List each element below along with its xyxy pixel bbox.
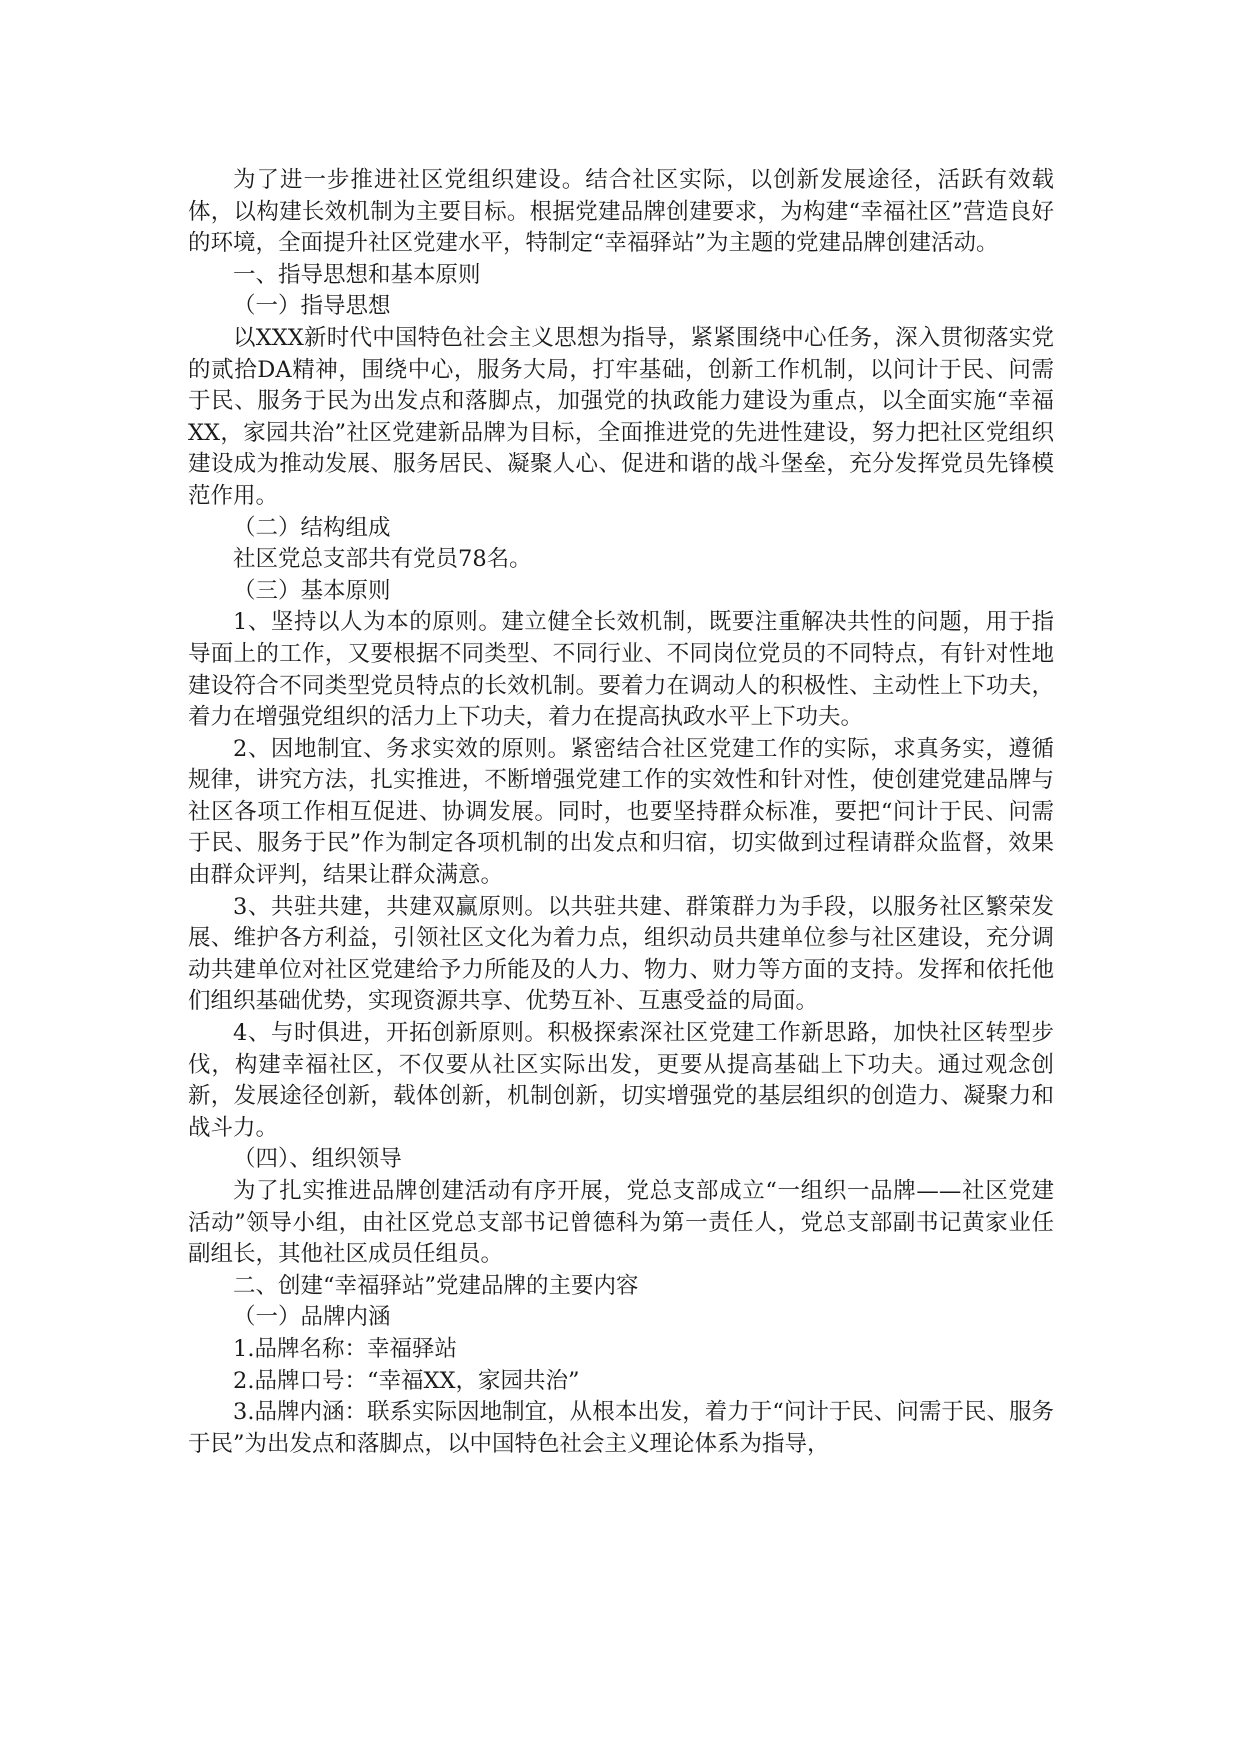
section-heading-2: 二、创建“幸福驿站”党建品牌的主要内容: [233, 1272, 639, 1299]
brand-slogan-line: 2.品牌口号：“幸福XX，家园共治”: [233, 1367, 580, 1394]
section-heading-1: 一、指导思想和基本原则: [233, 261, 481, 288]
principle-3-paragraph: 3、共驻共建，共建双赢原则。以共驻共建、群策群力为手段，以服务社区繁荣发展、维护各方利益，引领社区文化为着力点，组织动员共建单位参与社区建设，充分调动共建单位对社区党建给予力所能及的人力、物力、财力等方面的支持。发挥和依托他们组织基础优势，实现资源共享、优势互补、互惠受益的局面。: [188, 893, 1054, 1015]
brand-connotation-paragraph: 3.品牌内涵：联系实际因地制宜，从根本出发，着力于“问计于民、问需于民、服务于民”为出发点和落脚点，以中国特色社会主义理论体系为指导，: [188, 1399, 1054, 1457]
subheading-basic-principles: （三）基本原则: [233, 577, 391, 604]
structure-paragraph: 社区党总支部共有党员78名。: [233, 546, 532, 573]
principle-4-paragraph: 4、与时俱进，开拓创新原则。积极探索深社区党建工作新思路，加快社区转型步伐，构建幸福社区，不仅要从社区实际出发，更要从提高基础上下功夫。通过观念创新，发展途径创新，载体创新，机制创新，切实增强党的基层组织的创造力、凝聚力和战斗力。: [188, 1020, 1054, 1141]
subheading-brand-connotation: （一）品牌内涵: [233, 1304, 391, 1331]
brand-name-line: 1.品牌名称：幸福驿站: [233, 1335, 457, 1362]
intro-paragraph: 为了进一步推进社区党组织建设。结合社区实际，以创新发展途径，活跃有效载体，以构建长效机制为主要目标。根据党建品牌创建要求，为构建“幸福社区”营造良好的环境，全面提升社区党建水平，特制定“幸福驿站”为主题的党建品牌创建活动。: [188, 167, 1054, 257]
guiding-thought-paragraph: 以XXX新时代中国特色社会主义思想为指导，紧紧围绕中心任务，深入贯彻落实党的贰拾DA精神，围绕中心，服务大局，打牢基础，创新工作机制，以问计于民、问需于民、服务于民为出发点和落脚点，加强党的执政能力建设为重点，以全面实施“幸福XX，家园共治”社区党建新品牌为目标，全面推进党的先进性建设，努力把社区党组织建设成为推动发展、服务居民、凝聚人心、促进和谐的战斗堡垒，充分发挥党员先锋模范作用。: [188, 324, 1054, 509]
subheading-guiding-thought: （一）指导思想: [233, 293, 391, 320]
document-page: [188, 165, 1054, 1460]
principle-2-paragraph: 2、因地制宜、务求实效的原则。紧密结合社区党建工作的实际，求真务实，遵循规律，讲究方法，扎实推进，不断增强党建工作的实效性和针对性，使创建党建品牌与社区各项工作相互促进、协调发展。同时，也要坚持群众标准，要把“问计于民、问需于民、服务于民”作为制定各项机制的出发点和归宿，切实做到过程请群众监督，效果由群众评判，结果让群众满意。: [188, 735, 1054, 889]
leadership-paragraph: 为了扎实推进品牌创建活动有序开展，党总支部成立“一组织一品牌——社区党建活动”领导小组，由社区党总支部书记曾德科为第一责任人，党总支部副书记黄家业任副组长，其他社区成员任组员。: [188, 1178, 1054, 1268]
principle-1-paragraph: 1、坚持以人为本的原则。建立健全长效机制，既要注重解决共性的问题，用于指导面上的工作，又要根据不同类型、不同行业、不同岗位党员的不同特点，有针对性地建设符合不同类型党员特点的长效机制。要着力在调动人的积极性、主动性上下功夫，着力在增强党组织的活力上下功夫，着力在提高执政水平上下功夫。: [188, 609, 1054, 731]
subheading-structure: （二）结构组成: [233, 514, 391, 541]
subheading-leadership: （四）、组织领导: [233, 1146, 402, 1173]
